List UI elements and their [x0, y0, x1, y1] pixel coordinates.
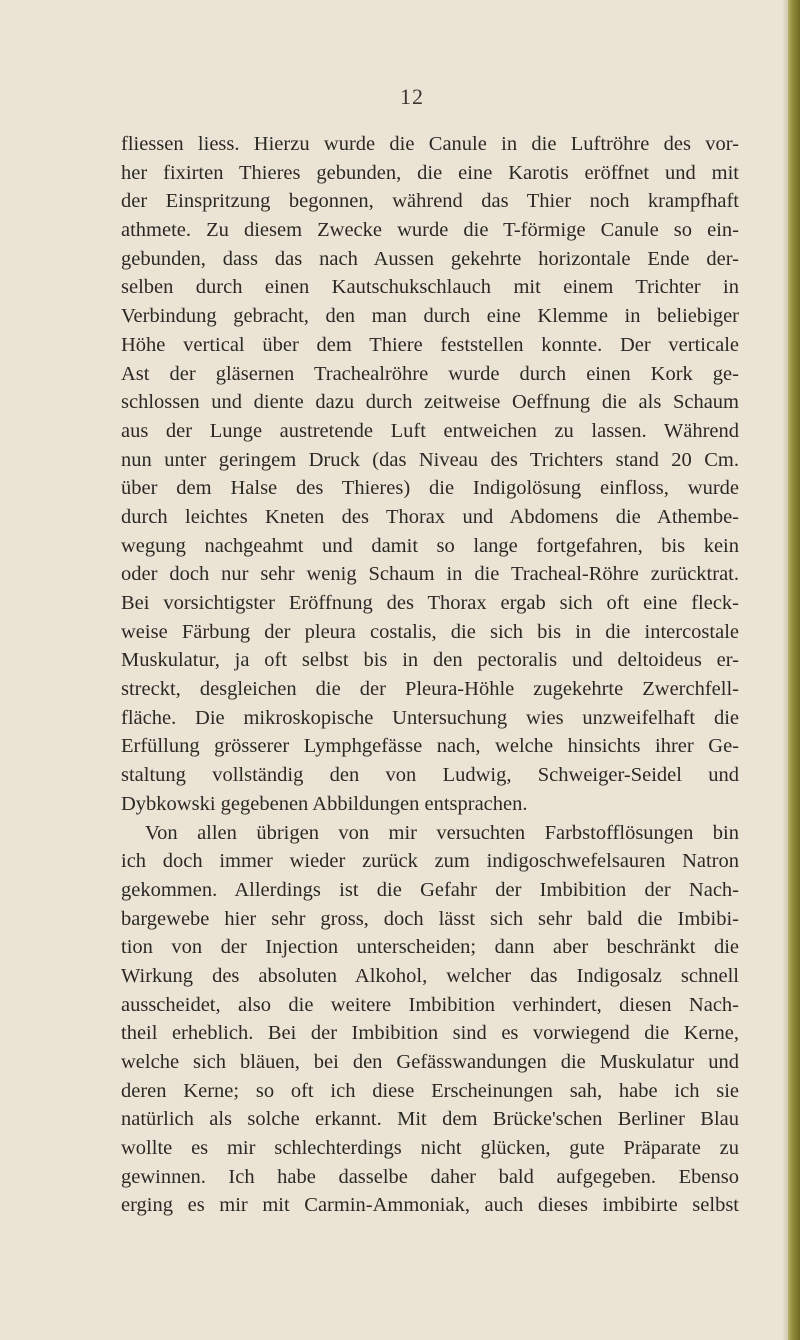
text-line: theil erheblich. Bei der Imbibition sind es vorwiegend die Kerne,: [121, 1022, 739, 1045]
text-line: gebunden, dass das nach Aussen gekehrte horizontale Ende der-: [121, 247, 739, 270]
text-line: schlossen und diente dazu durch zeitweise Oeffnung die als Schaum: [121, 391, 739, 414]
text-line: gekommen. Allerdings ist die Gefahr der Imbibition der Nach-: [121, 878, 739, 901]
text-line: streckt, desgleichen die der Pleura-Höhle zugekehrte Zwerchfell-: [121, 678, 739, 701]
text-line: Dybkowski gegebenen Abbildungen entsprachen.: [121, 792, 528, 815]
text-line: staltung vollständig den von Ludwig, Schweiger-Seidel und: [121, 764, 739, 787]
text-line: gewinnen. Ich habe dasselbe daher bald aufgegeben. Ebenso: [121, 1165, 739, 1188]
text-line: Erfüllung grösserer Lymphgefässe nach, welche hinsichts ihrer Ge-: [121, 735, 739, 758]
text-line: deren Kerne; so oft ich diese Erscheinungen sah, habe ich sie: [121, 1079, 739, 1102]
text-line: Bei vorsichtigster Eröffnung des Thorax ergab sich oft eine fleck-: [121, 592, 739, 614]
text-line: bargewebe hier sehr gross, doch lässt sich sehr bald die Imbibi-: [121, 907, 739, 930]
text-line: aus der Lunge austretende Luft entweichen zu lassen. Während: [121, 419, 739, 442]
text-line: natürlich als solche erkannt. Mit dem Brücke'schen Berliner Blau: [121, 1108, 739, 1131]
text-line: über dem Halse des Thieres) die Indigolösung einfloss, wurde: [121, 477, 739, 500]
text-line: her fixirten Thieres gebunden, die eine Karotis eröffnet und mit: [121, 161, 739, 184]
text-line: athmete. Zu diesem Zwecke wurde die T-förmige Canule so ein-: [121, 219, 739, 242]
book-edge: [788, 0, 800, 1340]
text-line: wegung nachgeahmt und damit so lange fortgefahren, bis kein: [121, 534, 739, 557]
page-number: 12: [400, 84, 424, 109]
text-line: Von allen übrigen von mir versuchten Farbstofflösungen bin: [145, 821, 739, 844]
text-line: wollte es mir schlechterdings nicht glücken, gute Präparate zu: [121, 1137, 739, 1160]
body-text: [121, 130, 739, 1220]
text-line: fliessen liess. Hierzu wurde die Canule in die Luftröhre des vor-: [121, 133, 739, 155]
text-line: Ast der gläsernen Trachealröhre wurde durch einen Kork ge-: [121, 362, 739, 385]
text-line: selben durch einen Kautschukschlauch mit einem Trichter in: [121, 276, 739, 299]
text-line: Wirkung des absoluten Alkohol, welcher das Indigosalz schnell: [121, 964, 739, 987]
text-line: der Einspritzung begonnen, während das Thier noch krampfhaft: [121, 190, 739, 213]
text-line: fläche. Die mikroskopische Untersuchung wies unzweifelhaft die: [121, 706, 739, 729]
text-line: ausscheidet, also die weitere Imbibition verhindert, diesen Nach-: [121, 993, 739, 1016]
text-line: oder doch nur sehr wenig Schaum in die Tracheal-Röhre zurücktrat.: [121, 563, 739, 586]
text-line: Höhe vertical über dem Thiere feststellen konnte. Der verticale: [121, 333, 739, 356]
text-line: erging es mir mit Carmin-Ammoniak, auch dieses imbibirte selbst: [121, 1194, 739, 1217]
text-line: welche sich bläuen, bei den Gefässwandungen die Muskulatur und: [121, 1051, 739, 1073]
text-line: nun unter geringem Druck (das Niveau des Trichters stand 20 Cm.: [121, 448, 739, 471]
text-line: durch leichtes Kneten des Thorax und Abdomens die Athembe-: [121, 505, 739, 528]
text-line: weise Färbung der pleura costalis, die sich bis in die intercostale: [121, 620, 739, 643]
text-line: tion von der Injection unterscheiden; dann aber beschränkt die: [121, 936, 739, 959]
text-line: Muskulatur, ja oft selbst bis in den pectoralis und deltoideus er-: [121, 649, 739, 672]
text-line: Verbindung gebracht, den man durch eine Klemme in beliebiger: [121, 305, 739, 328]
text-line: ich doch immer wieder zurück zum indigoschwefelsauren Natron: [121, 850, 739, 873]
